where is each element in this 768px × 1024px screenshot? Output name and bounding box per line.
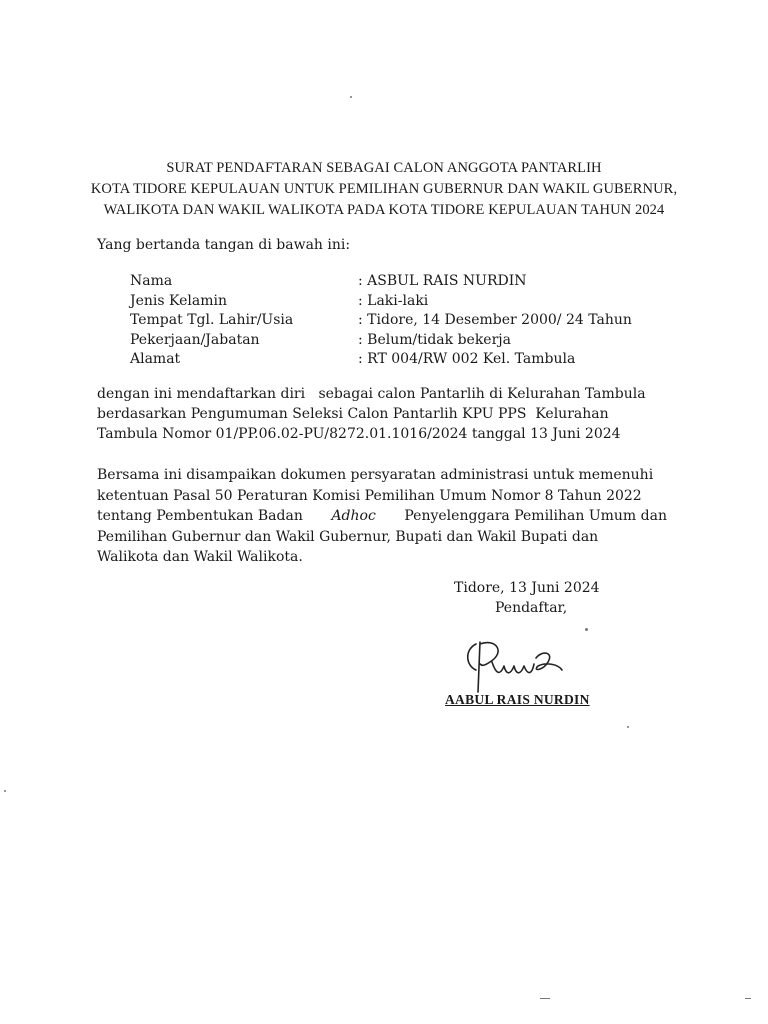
scan-speck <box>350 96 352 98</box>
paragraph-segment: tentang Pembentukan Badan <box>97 508 303 524</box>
signer-name: AABUL RAIS NURDIN <box>445 692 590 707</box>
scan-speck <box>745 998 751 999</box>
scan-speck <box>540 998 550 999</box>
document-title <box>0 158 768 221</box>
paragraph-line: Tambula Nomor 01/PP.06.02-PU/8272.01.1016/2024 tanggal 13 Juni 2024 <box>97 426 621 442</box>
registration-paragraph <box>97 384 667 444</box>
title-line-1: SURAT PENDAFTARAN SEBAGAI CALON ANGGOTA PANTARLIH <box>166 160 602 176</box>
field-value: : Belum/tidak bekerja <box>358 331 511 348</box>
paragraph-segment: Penyelenggara Pemilihan Umum dan <box>404 508 667 524</box>
field-label: Pekerjaan/Jabatan <box>130 331 260 348</box>
handwritten-signature <box>462 636 582 694</box>
paragraph-line: dengan ini mendaftarkan diri sebagai calon Pantarlih di Kelurahan Tambula <box>97 386 646 402</box>
paragraph-line: Walikota dan Wakil Walikota. <box>97 549 303 565</box>
field-label: Nama <box>130 273 173 289</box>
field-value: : Tidore, 14 Desember 2000/ 24 Tahun <box>358 312 632 328</box>
paragraph-line: berdasarkan Pengumuman Seleksi Calon Pantarlih KPU PPS Kelurahan <box>97 406 609 422</box>
intro-text: Yang bertanda tangan di bawah ini: <box>97 237 351 253</box>
paragraph-line: ketentuan Pasal 50 Peraturan Komisi Pemilihan Umum Nomor 8 Tahun 2022 <box>97 487 642 504</box>
field-label: Alamat <box>130 351 181 367</box>
place-date: Tidore, 13 Juni 2024 <box>454 580 600 596</box>
field-value: : Laki-laki <box>358 292 429 309</box>
paragraph-italic-term: Adhoc <box>331 508 376 524</box>
scan-speck <box>585 628 588 631</box>
scan-speck <box>627 726 629 728</box>
field-value: : ASBUL RAIS NURDIN <box>358 273 527 289</box>
title-line-3: WALIKOTA DAN WAKIL WALIKOTA PADA KOTA TIDORE KEPULAUAN TAHUN 2024 <box>103 202 665 218</box>
paragraph-line <box>97 506 667 527</box>
field-label: Tempat Tgl. Lahir/Usia <box>130 312 294 328</box>
documents-paragraph <box>97 465 667 568</box>
title-line-2: KOTA TIDORE KEPULAUAN UNTUK PEMILIHAN GUBERNUR DAN WAKIL GUBERNUR, <box>90 181 678 197</box>
field-label: Jenis Kelamin <box>130 292 227 309</box>
scan-speck <box>4 790 6 792</box>
signer-role: Pendaftar, <box>495 600 568 616</box>
paragraph-line: Bersama ini disampaikan dokumen persyaratan administrasi untuk memenuhi <box>97 467 654 483</box>
field-value: : RT 004/RW 002 Kel. Tambula <box>358 351 576 367</box>
paragraph-line: Pemilihan Gubernur dan Wakil Gubernur, Bupati dan Wakil Bupati dan <box>97 528 599 545</box>
